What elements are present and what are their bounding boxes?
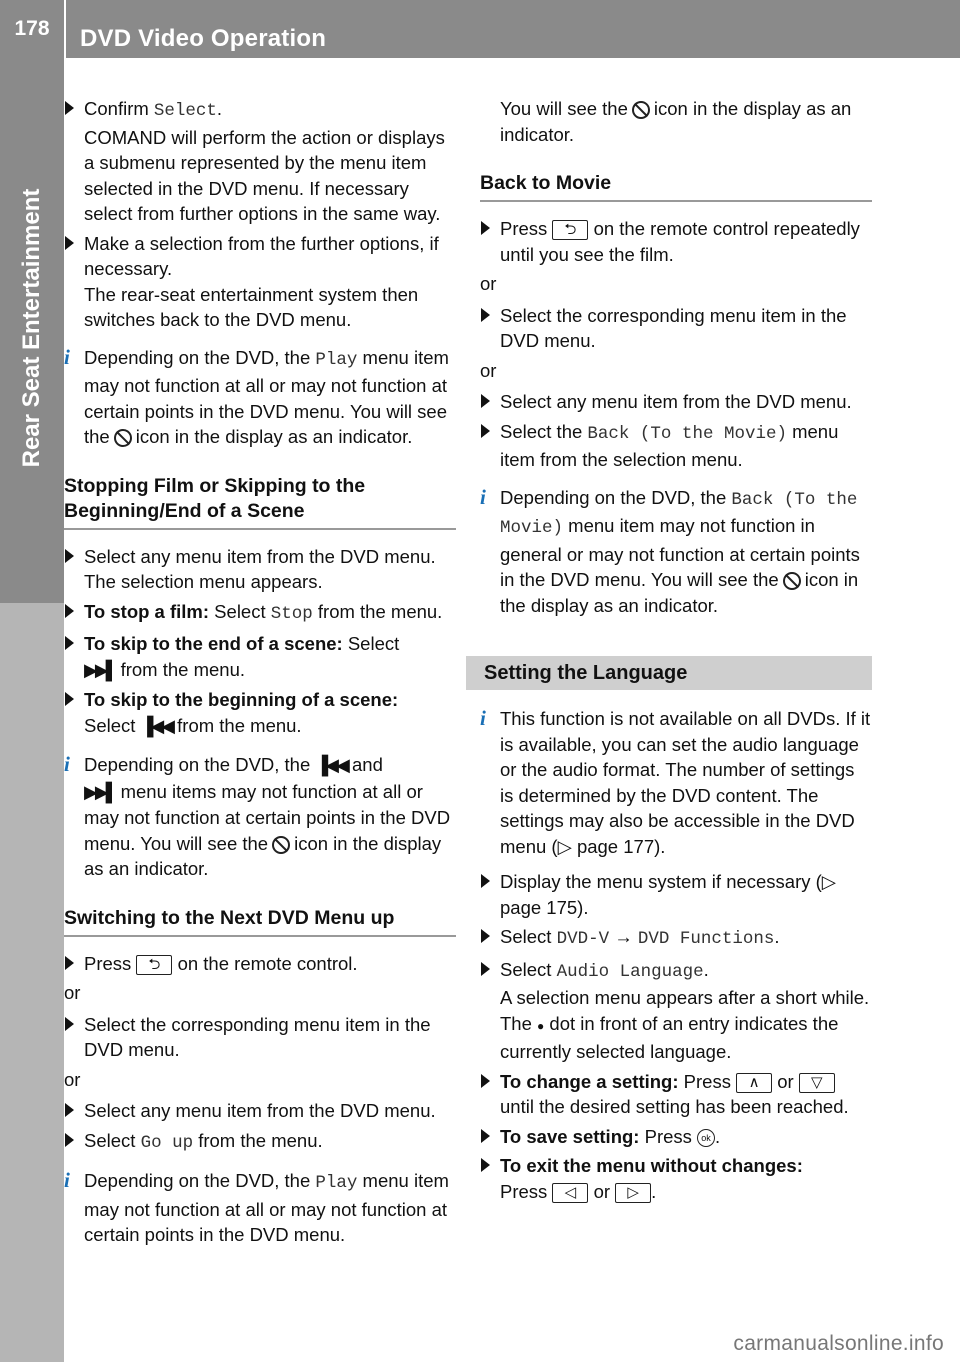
step-select-dvd-functions: Select DVD-V → DVD Functions. [480,924,872,953]
info-note-play: i Depending on the DVD, the Play menu item may not function at all or may not function at certain points in the DVD menu. You will see the icon in the display as an indicator. [64,344,449,447]
info-icon: i [64,344,70,369]
step-corresponding-item: Select the corresponding menu item in the DVD menu. [64,1012,456,1063]
step-arrow-icon [481,308,490,322]
section-tab-label: Rear Seat Entertainment [18,188,45,468]
up-key-icon: ∧ [736,1073,772,1093]
left-column [64,96,456,1258]
header-bar [0,0,960,58]
step-arrow-icon [481,221,490,235]
step-confirm-select: Confirm Select. COMAND will perform the action or displays a submenu represented by the menu item selected in the DVD menu. If necessary select from further options in the same way. [64,96,456,227]
step-back-to-movie: Select the Back (To the Movie) menu item from the selection menu. [480,419,872,473]
no-entry-icon [632,101,650,119]
step-any-item: Select any menu item from the DVD menu. [480,389,872,415]
right-key-icon: ▷ [615,1183,651,1203]
or-text: or [64,1068,81,1090]
step-select-menu-item: Select any menu item from the DVD menu. The selection menu appears. [64,544,456,595]
step-press-back: Press ⮌ on the remote control. [64,951,456,977]
heading-next-menu-up: Switching to the Next DVD Menu up [64,906,456,937]
step-arrow-icon [481,424,490,438]
step-further-options: Make a selection from the further options, if necessary. The rear-seat entertainment system then switches back to the DVD menu. [64,231,456,333]
step-display-menu: Display the menu system if necessary (▷ page 175). [480,869,872,920]
skip-forward-icon: ▶▶▌ [84,659,116,680]
step-change-setting: To change a setting: Press ∧ or ▽ until the desired setting has been reached. [480,1069,872,1120]
heading-back-to-movie: Back to Movie [480,171,872,202]
no-entry-icon [114,429,132,447]
heading-setting-language: Setting the Language [466,656,872,690]
page-number: 178 [14,17,50,40]
section-sidebar [0,58,64,1362]
step-press-back-repeat: Press ⮌ on the remote control repeatedly until you see the film. [480,216,872,267]
step-stop-film: To stop a film: Select Stop from the menu. [64,599,456,628]
right-column [480,96,872,1208]
sidebar-fill [0,603,64,1362]
step-arrow-icon [65,636,74,650]
step-arrow-icon [481,962,490,976]
step-skip-end: To skip to the end of a scene: Select ▶▶▌ from the menu. [64,631,456,683]
step-arrow-icon [481,394,490,408]
info-icon: i [64,1168,70,1193]
step-arrow-icon [65,1133,74,1147]
step-any-item: Select any menu item from the DVD menu. [64,1098,456,1124]
info-note-back: i Depending on the DVD, the Back (To the Movie) menu item may not function in general or may not function at certain points in the DVD menu. You will see the icon in the display as an indicator. [480,484,860,616]
step-arrow-icon [65,604,74,618]
step-arrow-icon [481,929,490,943]
step-arrow-icon [481,874,490,888]
step-arrow-icon [65,956,74,970]
info-icon: i [480,484,486,509]
step-corresponding-item: Select the corresponding menu item in the DVD menu. [480,303,872,354]
watermark: carmanualsonline.info [733,1332,944,1355]
skip-back-icon: ▐◀◀ [315,755,347,776]
step-audio-language: Select Audio Language. A selection menu appears after a short while. The ● dot in front of an entry indicates the currently selected language. [480,957,872,1065]
left-key-icon: ◁ [552,1183,588,1203]
step-arrow-icon [65,236,74,250]
header-divider [64,0,66,58]
no-entry-icon [783,572,801,590]
step-skip-beginning: To skip to the beginning of a scene: Select ▐◀◀ from the menu. [64,687,456,739]
section-tab [0,58,64,603]
info-note-play-2: i Depending on the DVD, the Play menu item may not function at all or may not function at certain points in the DVD menu. [64,1168,449,1246]
or-text: or [64,982,81,1004]
step-arrow-icon [481,1074,490,1088]
bullet-dot-icon: ● [537,1018,545,1033]
info-icon: i [64,751,70,776]
step-arrow-icon [65,101,74,115]
skip-back-icon: ▐◀◀ [140,716,173,737]
step-go-up: Select Go up from the menu. [64,1128,456,1157]
step-arrow-icon [65,1017,74,1031]
skip-forward-icon: ▶▶▌ [84,781,116,802]
step-arrow-icon [65,692,74,706]
step-desc: The rear-seat entertainment system then switches back to the DVD menu. [84,283,419,330]
info-icon: i [480,706,486,730]
step-arrow-icon [481,1129,490,1143]
or-text: or [480,273,497,294]
down-key-icon: ▽ [799,1073,835,1093]
continued-text: You will see the icon in the display as an indicator. [500,98,852,145]
heading-stopping-film: Stopping Film or Skipping to the Beginning/End of a Scene [64,474,456,530]
step-arrow-icon [65,1103,74,1117]
step-arrow-icon [481,1158,490,1172]
ok-key-icon: ok [697,1129,715,1147]
or-text: or [480,359,497,381]
info-note-language: i This function is not available on all DVDs. If it is available, you can set the audio language or the audio format. The number of settings is determined by the DVD content. The settings may also be accessible in the DVD menu (▷ page 177). [480,706,871,857]
step-exit-menu: To exit the menu without changes: Press ◁ or ▷ . [480,1153,872,1204]
info-note-skip: i Depending on the DVD, the ▐◀◀ and ▶▶▌ menu items may not function at all or may not function at certain points in the DVD menu. You will see the icon in the display as an indicator. [64,751,451,880]
back-key-icon: ⮌ [136,955,172,975]
no-entry-icon [272,836,290,854]
step-desc: COMAND will perform the action or displays a submenu represented by the menu item selected in the DVD menu. If necessary select from further options in the same way. [84,126,445,224]
step-save-setting: To save setting: Press ok . [480,1124,872,1150]
step-arrow-icon [65,549,74,563]
chapter-title: DVD Video Operation [80,25,327,52]
back-key-icon: ⮌ [552,220,588,240]
